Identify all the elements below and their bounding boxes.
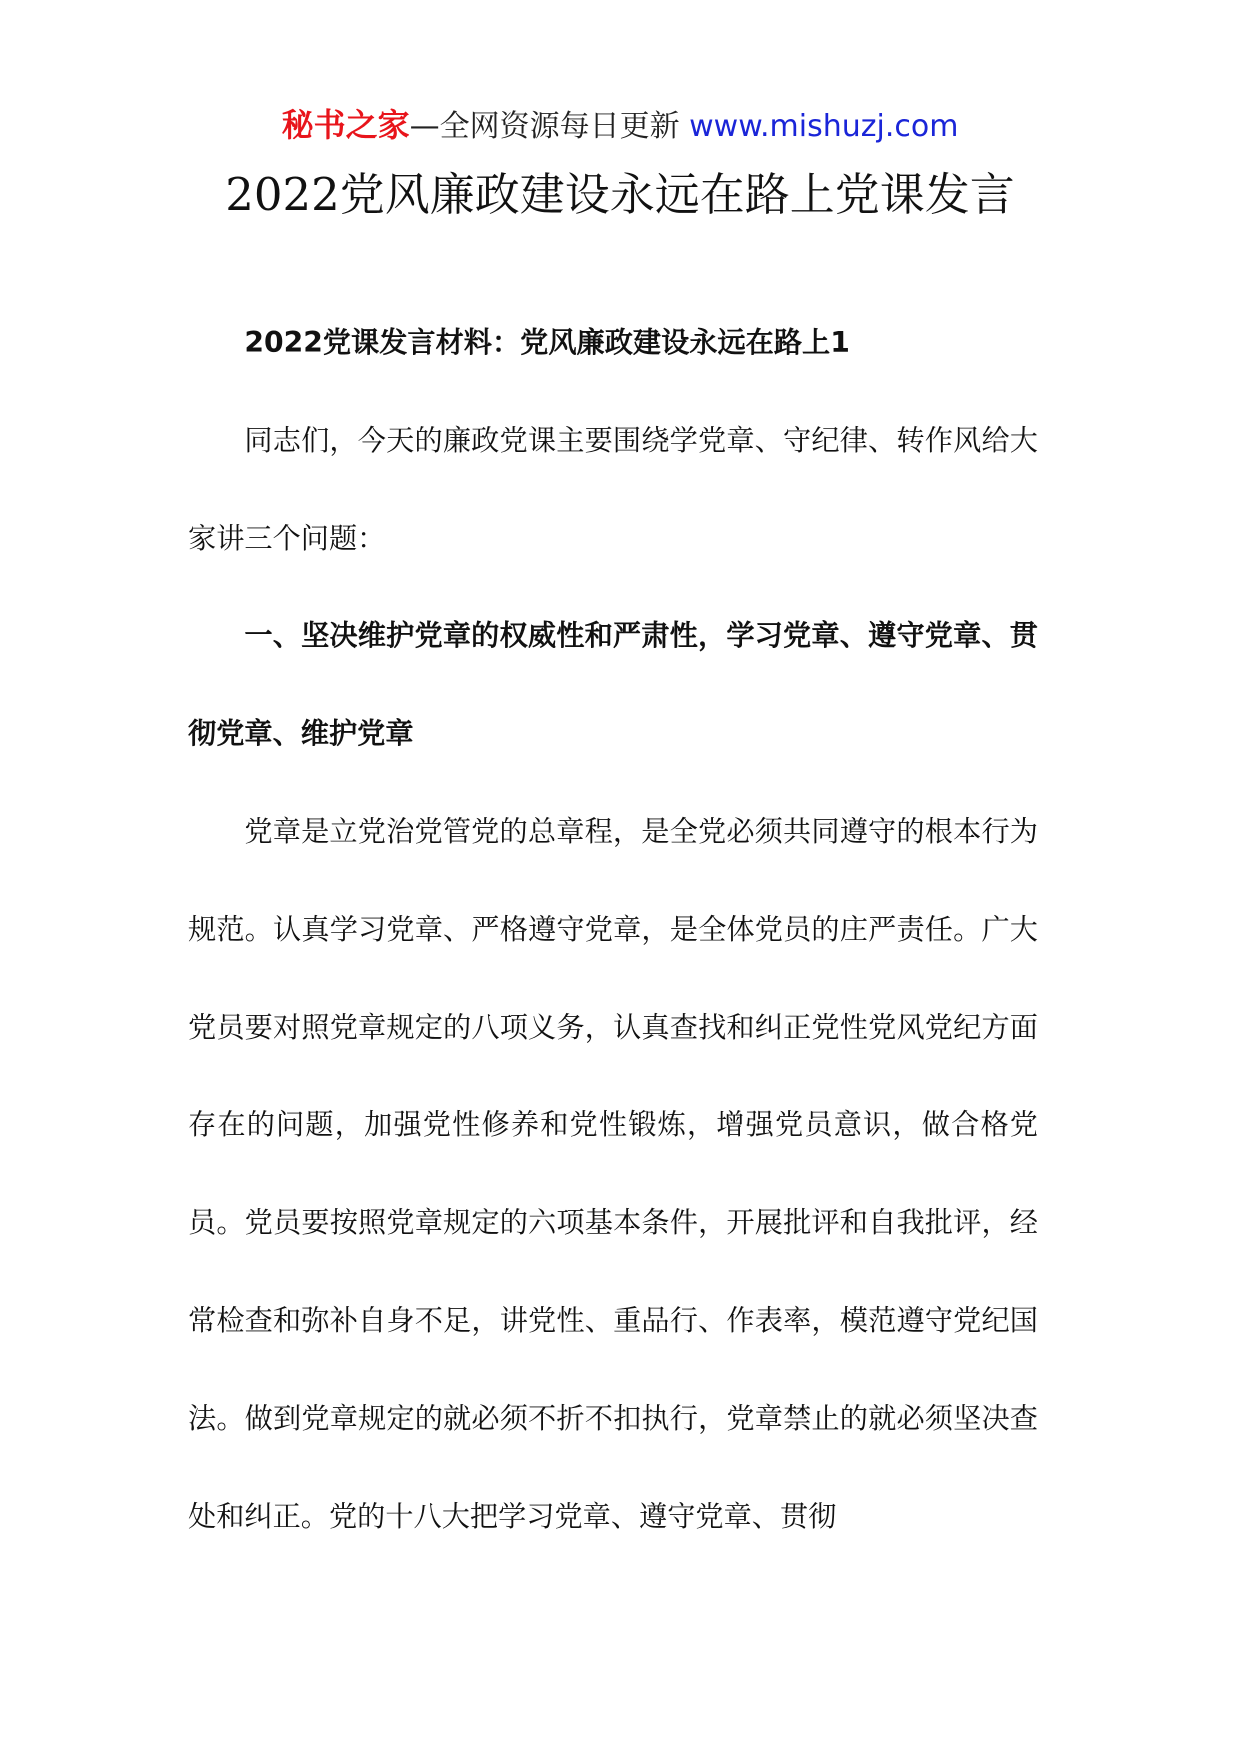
section-one-paragraph: 党章是立党治党管党的总章程，是全党必须共同遵守的根本行为规范。认真学习党章、严格遵守党章，是全体党员的庄严责任。广大党员要对照党章规定的八项义务，认真查找和纠正党性党风党纪方面存在的问题，加强党性修养和党性锻炼，增强党员意识，做合格党员。党员要按照党章规定的六项基本条件，开展批评和自我批评，经常检查和弥补自身不足，讲党性、重品行、作表率，模范遵守党纪国法。做到党章规定的就必须不折不扣执行，党章禁止的就必须坚决查处和纠正。党的十八大把学习党章、遵守党章、贯彻 — [188, 814, 1038, 1533]
site-brand: 秘书之家 — [281, 106, 410, 144]
intro-paragraph: 同志们，今天的廉政党课主要围绕学党章、守纪律、转作风给大家讲三个问题： — [188, 423, 1038, 555]
site-tagline: —全网资源每日更新 — [409, 109, 680, 144]
document-subtitle: 2022党课发言材料：党风廉政建设永远在路上1 — [244, 326, 850, 359]
site-banner — [0, 100, 1240, 152]
document-body — [188, 294, 1038, 1565]
section-one-heading: 一、坚决维护党章的权威性和严肃性，学习党章、遵守党章、贯彻党章、维护党章 — [188, 619, 1038, 751]
site-url-link[interactable]: www.mishuzj.com — [689, 109, 959, 144]
document-title: 2022党风廉政建设永远在路上党课发言 — [225, 168, 1015, 221]
